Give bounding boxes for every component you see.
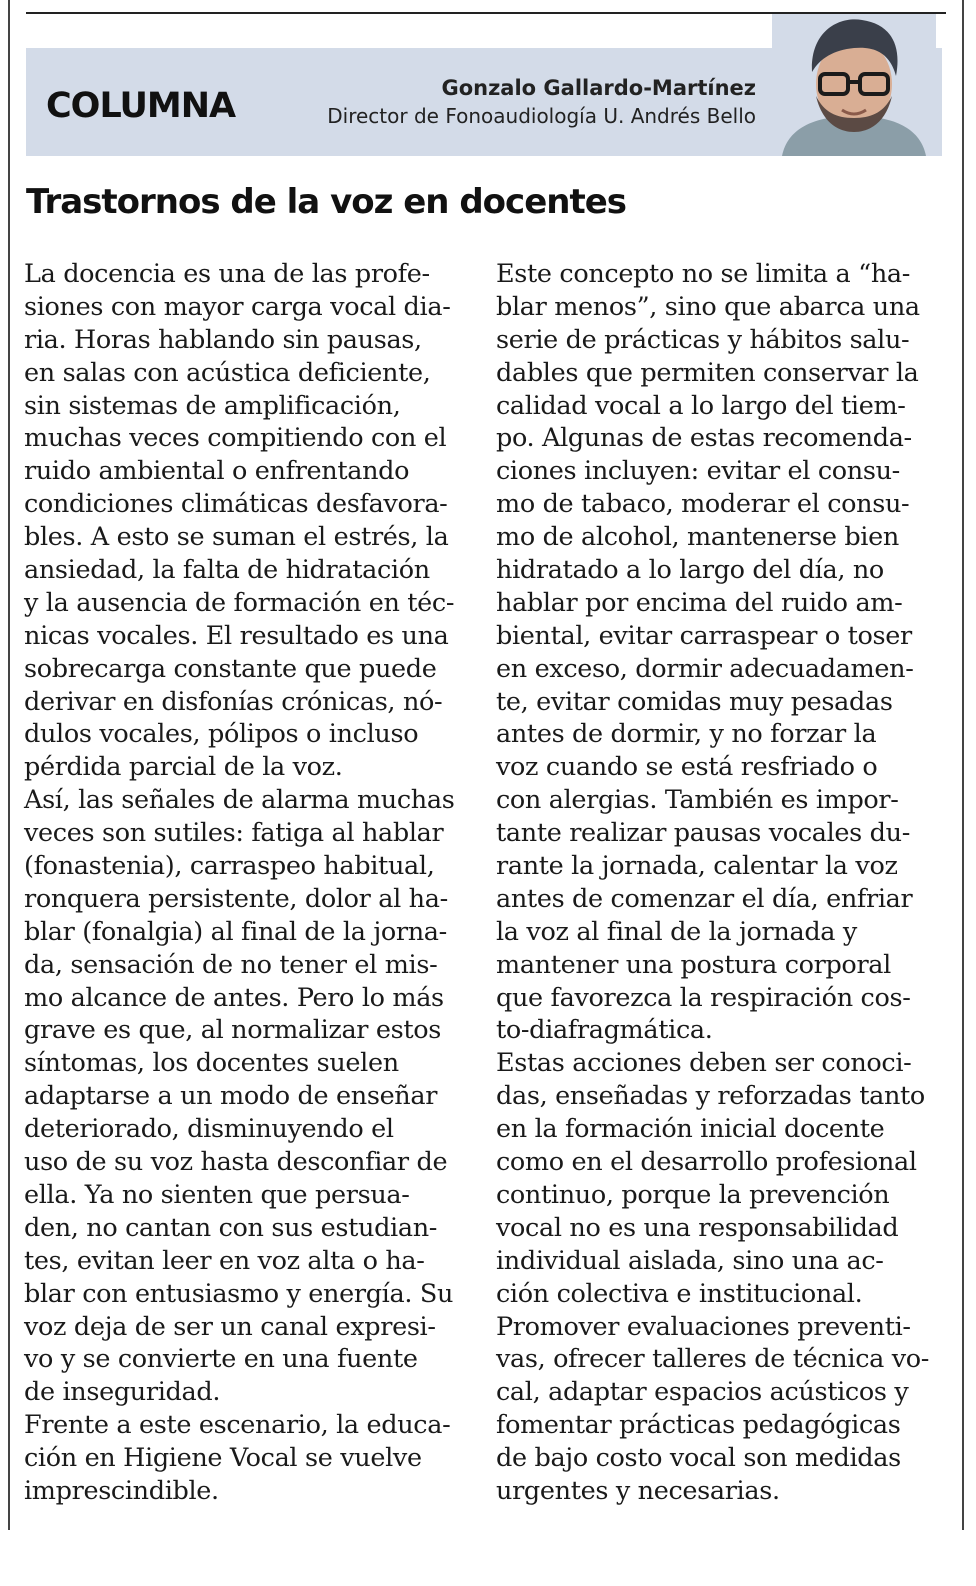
text-line: blar con entusiasmo y energía. Su (24, 1278, 454, 1309)
text-line: sobrecarga constante que puede (24, 653, 437, 684)
text-line: Estas acciones deben ser conoci- (496, 1048, 912, 1079)
text-line: mo alcance de antes. Pero lo más (24, 982, 444, 1013)
text-line: en exceso, dormir adecuadamen- (496, 653, 914, 684)
text-line: de inseguridad. (24, 1377, 221, 1408)
text-line: urgentes y necesarias. (496, 1475, 780, 1506)
text-line: hidratado a lo largo del día, no (496, 555, 884, 586)
text-line: en la formación inicial docente (496, 1114, 885, 1145)
text-line: blar (fonalgia) al final de la jorna- (24, 916, 447, 947)
text-line: individual aislada, sino una ac- (496, 1245, 884, 1276)
text-line: antes de dormir, y no forzar la (496, 719, 877, 750)
text-line: da, sensación de no tener el mis- (24, 949, 438, 980)
text-line: serie de prácticas y hábitos salu- (496, 324, 910, 355)
text-line: blar menos”, sino que abarca una (496, 291, 920, 322)
text-line: ción colectiva e institucional. (496, 1278, 863, 1309)
text-line: (fonastenia), carraspeo habitual, (24, 851, 435, 882)
author-portrait-illustration (772, 14, 936, 156)
text-line: como en el desarrollo profesional (496, 1147, 917, 1178)
text-line: po. Algunas de estas recomenda- (496, 423, 912, 454)
text-line: mo de tabaco, moderar el consu- (496, 489, 910, 520)
text-line: dulos vocales, pólipos o incluso (24, 719, 419, 750)
text-line: ción en Higiene Vocal se vuelve (24, 1443, 422, 1474)
text-line: voz deja de ser un canal expresi- (24, 1311, 436, 1342)
text-line: ruido ambiental o enfrentando (24, 456, 410, 487)
text-line: nicas vocales. El resultado es una (24, 620, 449, 651)
text-line: ciones incluyen: evitar el consu- (496, 456, 900, 487)
text-line: Este concepto no se limita a “ha- (496, 259, 911, 289)
article-column-1 (24, 258, 464, 1508)
text-line: adaptarse a un modo de enseñar (24, 1081, 438, 1112)
text-line: te, evitar comidas muy pesadas (496, 686, 893, 717)
top-rule (26, 0, 946, 14)
text-line: biental, evitar carraspear o toser (496, 620, 912, 651)
author-role: Director de Fonoaudiología U. Andrés Bello (327, 104, 756, 128)
text-line: mo de alcohol, mantenerse bien (496, 522, 899, 553)
text-line: veces son sutiles: fatiga al hablar (24, 818, 444, 849)
right-rule (962, 0, 964, 1530)
article-column-2 (496, 258, 936, 1508)
text-line: cal, adaptar espacios acústicos y (496, 1377, 909, 1408)
text-line: con alergias. También es impor- (496, 785, 899, 816)
text-line: uso de su voz hasta desconfiar de (24, 1147, 448, 1178)
text-line: síntomas, los docentes suelen (24, 1048, 399, 1079)
text-line: vo y se convierte en una fuente (24, 1344, 418, 1375)
text-line: vas, ofrecer talleres de técnica vo- (496, 1344, 930, 1375)
text-line: fomentar prácticas pedagógicas (496, 1410, 901, 1441)
text-line: calidad vocal a lo largo del tiem- (496, 390, 906, 421)
text-line: la voz al final de la jornada y (496, 916, 857, 947)
text-line: to-diafragmática. (496, 1015, 713, 1046)
text-line: dables que permiten conservar la (496, 357, 919, 388)
text-line: rante la jornada, calentar la voz (496, 851, 898, 882)
text-line: continuo, porque la prevención (496, 1179, 890, 1210)
left-rule (8, 0, 10, 1530)
text-line: Frente a este escenario, la educa- (24, 1410, 451, 1441)
text-line: Promover evaluaciones preventi- (496, 1311, 911, 1342)
text-line: derivar en disfonías crónicas, nó- (24, 686, 443, 717)
text-line: de bajo costo vocal son medidas (496, 1443, 901, 1474)
text-line: siones con mayor carga vocal dia- (24, 291, 451, 322)
text-line: sin sistemas de amplificación, (24, 390, 401, 421)
text-line: bles. A esto se suman el estrés, la (24, 522, 449, 553)
text-line: hablar por encima del ruido am- (496, 587, 903, 618)
text-line: grave es que, al normalizar estos (24, 1015, 442, 1046)
text-line: deteriorado, disminuyendo el (24, 1114, 394, 1145)
text-line: voz cuando se está resfriado o (496, 752, 878, 783)
text-line: ronquera persistente, dolor al ha- (24, 883, 448, 914)
text-line: den, no cantan con sus estudian- (24, 1212, 438, 1243)
text-line: La docencia es una de las profe- (24, 259, 430, 289)
article-title: Trastornos de la voz en docentes (26, 182, 627, 222)
section-label: COLUMNA (46, 86, 236, 126)
text-line: ansiedad, la falta de hidratación (24, 555, 430, 586)
text-line: antes de comenzar el día, enfriar (496, 883, 913, 914)
text-line: que favorezca la respiración cos- (496, 982, 911, 1013)
author-photo (772, 14, 936, 156)
text-line: ria. Horas hablando sin pausas, (24, 324, 422, 355)
text-line: tante realizar pausas vocales du- (496, 818, 910, 849)
text-line: ella. Ya no sienten que persua- (24, 1179, 410, 1210)
text-line: tes, evitan leer en voz alta o ha- (24, 1245, 425, 1276)
text-line: muchas veces compitiendo con el (24, 423, 447, 454)
text-line: das, enseñadas y reforzadas tanto (496, 1081, 925, 1112)
text-line: condiciones climáticas desfavora- (24, 489, 448, 520)
text-line: vocal no es una responsabilidad (496, 1212, 899, 1243)
text-line: y la ausencia de formación en téc- (24, 587, 455, 618)
text-line: mantener una postura corporal (496, 949, 891, 980)
text-line: en salas con acústica deficiente, (24, 357, 431, 388)
text-line: pérdida parcial de la voz. (24, 752, 343, 783)
author-name: Gonzalo Gallardo-Martínez (441, 76, 756, 100)
text-line: Así, las señales de alarma muchas (24, 785, 455, 816)
text-line: imprescindible. (24, 1475, 219, 1506)
